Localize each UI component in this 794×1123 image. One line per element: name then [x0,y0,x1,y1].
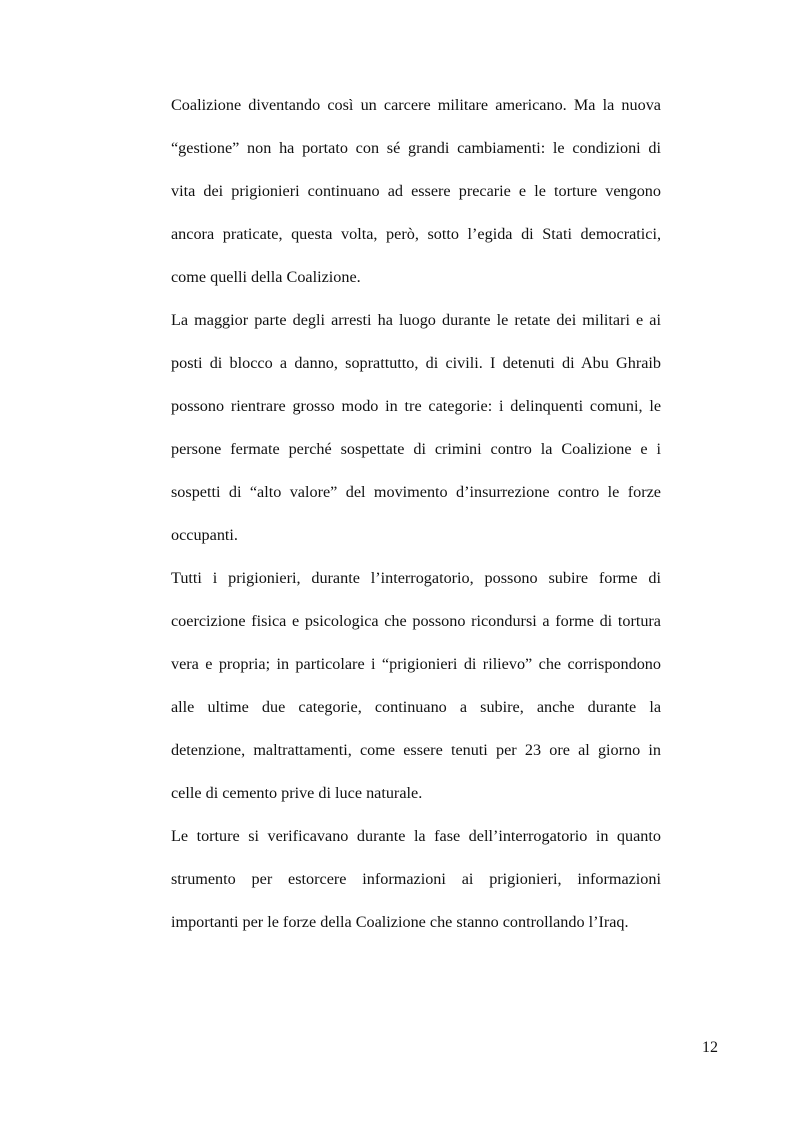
text-line: Tutti i prigionieri, durante l’interrogatorio, possono subire forme di [171,569,661,587]
text-line: sospetti di “alto valore” del movimento d’insurrezione contro le forze [171,483,661,501]
text-line: posti di blocco a danno, soprattutto, di civili. I detenuti di Abu Ghraib [171,354,661,372]
text-line: vita dei prigionieri continuano ad essere precarie e le torture vengono [171,182,661,200]
text-line: detenzione, maltrattamenti, come essere tenuti per 23 ore al giorno in [171,741,661,759]
paragraph-1 [171,84,661,299]
text-line: come quelli della Coalizione. [171,268,361,286]
text-line: ancora praticate, questa volta, però, sotto l’egida di Stati democratici, [171,225,661,243]
text-line: possono rientrare grosso modo in tre categorie: i delinquenti comuni, le [171,397,661,415]
paragraph-4 [171,815,661,944]
text-line: occupanti. [171,526,238,544]
paragraph-3 [171,557,661,815]
text-line: strumento per estorcere informazioni ai prigionieri, informazioni [171,870,661,888]
text-line: La maggior parte degli arresti ha luogo durante le retate dei militari e ai [171,311,661,329]
text-line: alle ultime due categorie, continuano a subire, anche durante la [171,698,661,716]
text-line: Le torture si verificavano durante la fase dell’interrogatorio in quanto [171,827,661,845]
text-line: coercizione fisica e psicologica che possono ricondursi a forme di tortura [171,612,661,630]
page-number: 12 [702,1039,718,1056]
text-line: importanti per le forze della Coalizione che stanno controllando l’Iraq. [171,913,629,931]
body-text [171,84,661,944]
text-line: persone fermate perché sospettate di crimini contro la Coalizione e i [171,440,661,458]
text-line: vera e propria; in particolare i “prigionieri di rilievo” che corrispondono [171,655,661,673]
paragraph-2 [171,299,661,557]
text-line: Coalizione diventando così un carcere militare americano. Ma la nuova [171,96,661,114]
text-line: “gestione” non ha portato con sé grandi cambiamenti: le condizioni di [171,139,661,157]
text-line: celle di cemento prive di luce naturale. [171,784,423,802]
